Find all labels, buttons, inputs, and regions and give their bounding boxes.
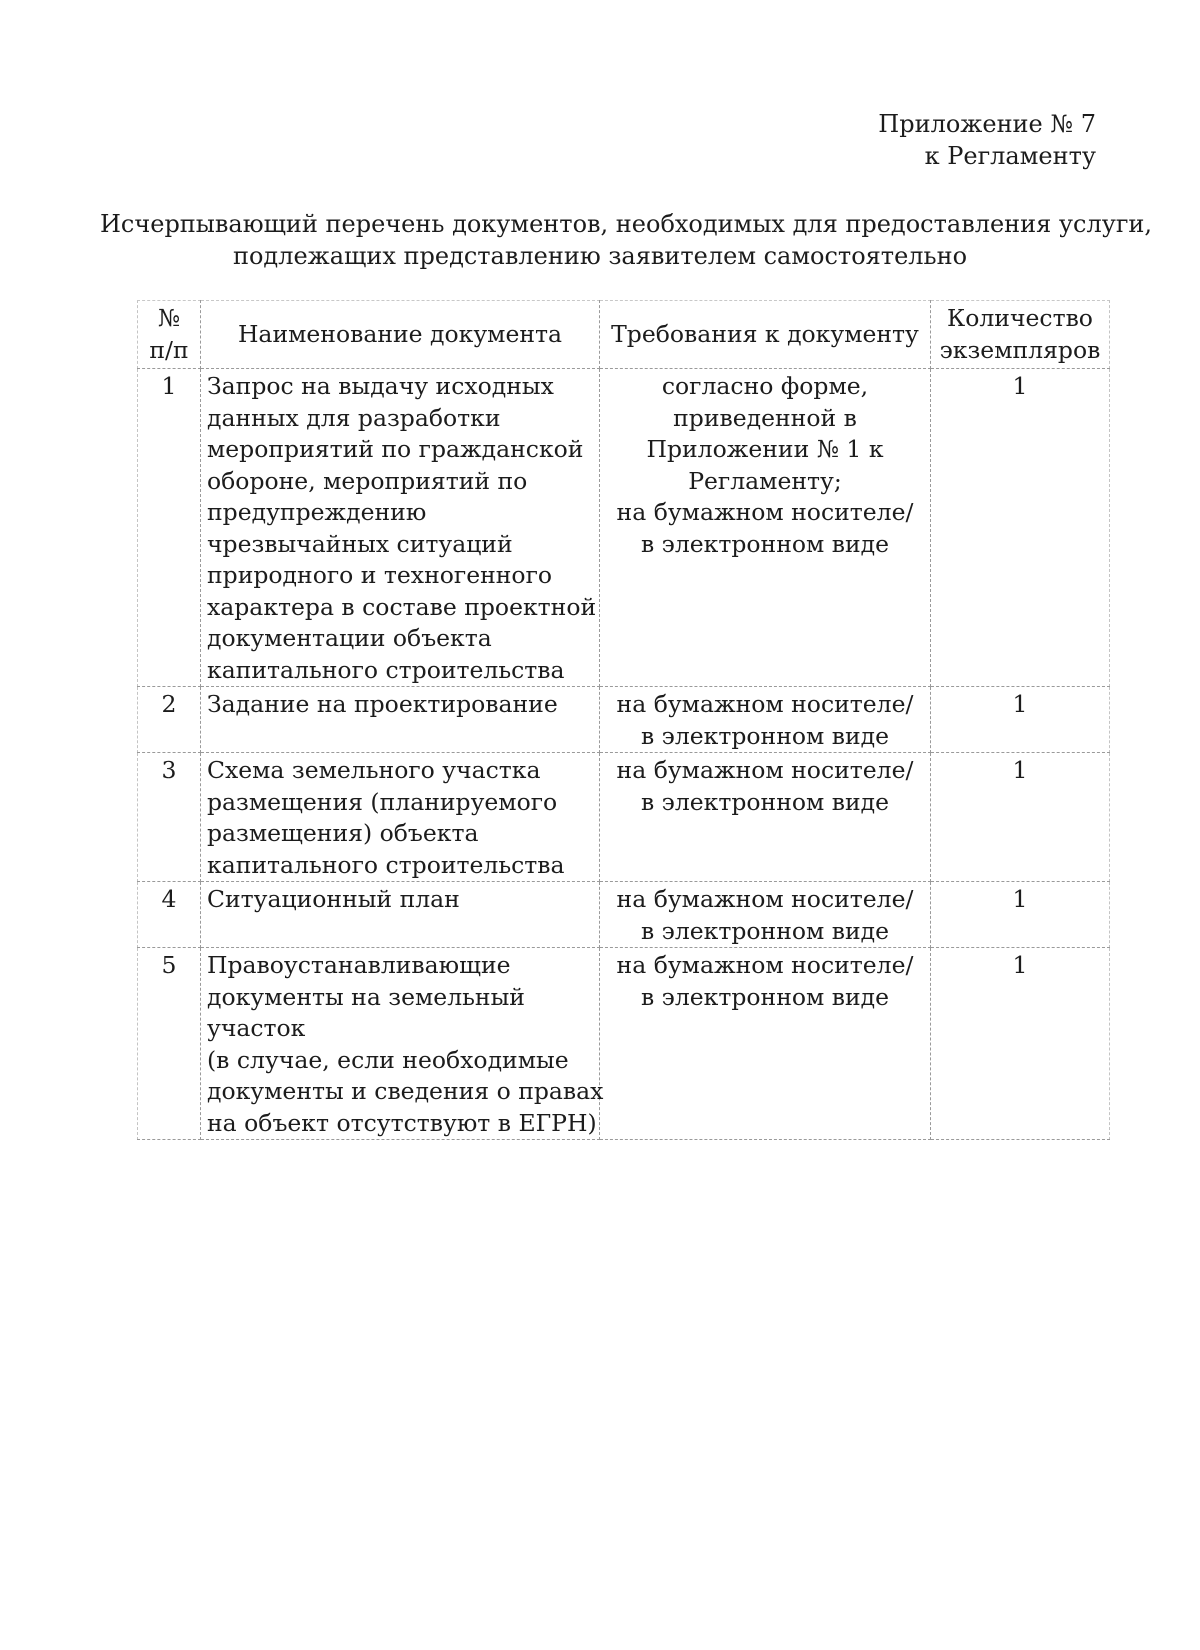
table-row — [138, 882, 1110, 948]
document-name-line: обороне, мероприятий по — [207, 466, 528, 495]
document-title-line-2: подлежащих представлению заявителем самостоятельно — [232, 242, 968, 270]
document-name-line: мероприятий по гражданской — [207, 435, 584, 463]
document-name-line: участок — [207, 1014, 306, 1042]
table-row — [138, 687, 1110, 753]
row-number: 4 — [138, 882, 201, 948]
header-quantity-line-2: экземпляров — [939, 335, 1101, 364]
row-document-name — [201, 948, 604, 1140]
appendix-reference — [878, 108, 1096, 172]
documents-table — [137, 300, 1110, 1140]
header-number — [138, 301, 201, 369]
header-number-sign: № — [157, 304, 181, 332]
requirements-line: в электронном виде — [640, 982, 890, 1011]
table-body — [138, 369, 1110, 1140]
requirements-line: на бумажном носителе/ — [616, 756, 914, 784]
document-name-line: капитального строительства — [207, 655, 565, 684]
document-name-line: документы на земельный — [207, 982, 525, 1011]
requirements-line: в электронном виде — [640, 787, 890, 816]
document-name-line: характера в составе проектной — [207, 592, 597, 621]
document-name-line: размещения (планируемого — [207, 787, 558, 816]
row-quantity: 1 — [931, 948, 1110, 1140]
row-number: 3 — [138, 753, 201, 882]
row-document-name — [201, 369, 600, 687]
header-quantity-line-1: Количество — [947, 304, 1093, 332]
document-name-line: Ситуационный план — [207, 885, 460, 913]
document-name-line: Запрос на выдачу исходных — [207, 372, 554, 400]
requirements-line: в электронном виде — [640, 916, 890, 945]
requirements-line: на бумажном носителе/ — [616, 951, 914, 979]
row-requirements — [600, 369, 931, 687]
requirements-line: в электронном виде — [640, 529, 890, 558]
row-requirements — [600, 882, 931, 948]
document-title-line-1: Исчерпывающий перечень документов, необходимых для предоставления услуги, — [100, 210, 1153, 238]
requirements-line: в электронном виде — [640, 721, 890, 750]
document-name-line: Задание на проектирование — [207, 690, 558, 718]
document-name-line: природного и техногенного — [207, 561, 553, 589]
table-row — [138, 753, 1110, 882]
header-number-abbr: п/п — [149, 335, 189, 364]
header-quantity — [931, 301, 1110, 369]
row-quantity: 1 — [931, 882, 1110, 948]
requirements-line: согласно форме, — [661, 372, 869, 400]
table-header-row — [138, 301, 1110, 369]
row-number: 1 — [138, 369, 201, 687]
document-name-line: данных для разработки — [207, 403, 501, 432]
appendix-number: Приложение № 7 — [878, 110, 1096, 138]
row-requirements — [600, 753, 931, 882]
document-name-line: на объект отсутствуют в ЕГРН) — [207, 1108, 597, 1137]
document-name-line: документации объекта — [207, 624, 492, 652]
document-name-line: Правоустанавливающие — [207, 951, 511, 979]
table-row — [138, 369, 1110, 687]
document-name-line: капитального строительства — [207, 850, 565, 879]
table-row — [138, 948, 1110, 1140]
requirements-line: приведенной в — [673, 403, 857, 432]
document-name-line: Схема земельного участка — [207, 756, 541, 784]
row-quantity: 1 — [931, 753, 1110, 882]
header-document-name: Наименование документа — [201, 301, 600, 369]
requirements-line: Регламенту; — [688, 466, 842, 495]
document-name-line: чрезвычайных ситуаций — [207, 529, 513, 558]
header-requirements: Требования к документу — [600, 301, 931, 369]
document-name-line: размещения) объекта — [207, 819, 479, 847]
row-number: 5 — [138, 948, 201, 1140]
requirements-line: на бумажном носителе/ — [616, 498, 914, 526]
requirements-line: на бумажном носителе/ — [616, 690, 914, 718]
requirements-line: на бумажном носителе/ — [616, 885, 914, 913]
document-title — [100, 208, 1153, 272]
row-document-name — [201, 882, 600, 948]
row-number: 2 — [138, 687, 201, 753]
row-document-name — [201, 753, 600, 882]
row-quantity: 1 — [931, 369, 1110, 687]
document-name-line: (в случае, если необходимые — [207, 1045, 569, 1074]
row-document-name — [201, 687, 600, 753]
document-name-line: предупреждению — [207, 498, 427, 526]
appendix-target: к Регламенту — [924, 142, 1096, 170]
row-quantity: 1 — [931, 687, 1110, 753]
document-name-line: документы и сведения о правах — [207, 1077, 604, 1105]
row-requirements — [600, 948, 931, 1140]
requirements-line: Приложении № 1 к — [646, 435, 884, 463]
row-requirements — [600, 687, 931, 753]
